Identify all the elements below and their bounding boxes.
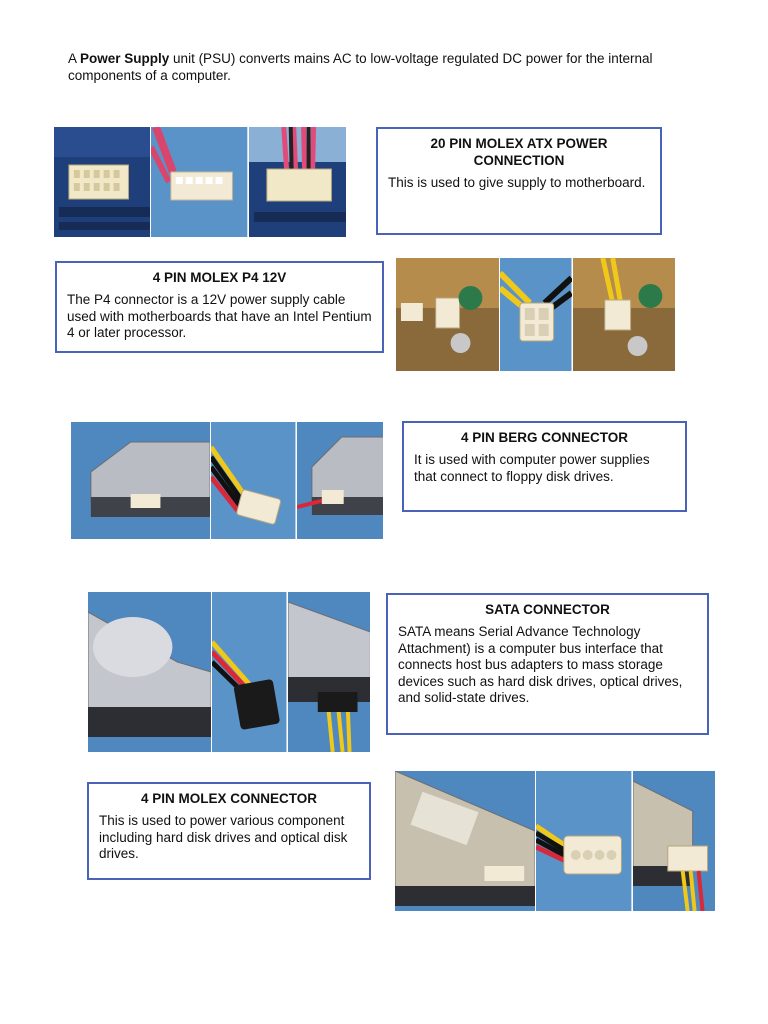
atx-description: This is used to give supply to motherboard. [388,175,646,190]
atx-plug-image [150,127,247,237]
berg-plug-image [210,422,295,539]
p4-motherboard-socket-image [396,258,499,371]
molex-title: 4 PIN MOLEX CONNECTOR [140,791,318,806]
berg-plugged-image [296,422,383,539]
berg-floppy-drive-image [71,422,210,539]
molex-plugged-image [632,771,715,911]
sata-connector-photo [88,592,370,752]
sata-plugged-image [287,592,370,752]
molex-connector-photo [395,771,715,911]
molex-info-box [87,782,371,880]
berg-title: 4 PIN BERG CONNECTOR [460,430,629,445]
p4-description: The P4 connector is a 12V power supply cable used with motherboards that have an Intel Pentium 4 or later processor. [67,292,372,340]
sata-title: SATA CONNECTOR [485,602,610,617]
intro-paragraph: A Power Supply unit (PSU) converts mains AC to low-voltage regulated DC power for the internal components of a computer. [68,51,653,83]
sata-hard-drive-image [88,592,211,752]
p4-title: 4 PIN MOLEX P4 12V [152,270,287,285]
berg-connector-photo [71,422,383,539]
atx-info-box [376,127,662,235]
molex-hard-drive-image [395,771,535,911]
p4-info-box [55,261,384,353]
p4-plugged-image [572,258,675,371]
sata-info-box [386,593,709,735]
sata-plug-image [211,592,286,752]
atx-plugged-image [248,127,346,237]
atx-title: 20 PIN MOLEX ATX POWER CONNECTION [430,136,608,168]
p4-plug-image [499,258,571,371]
berg-description: It is used with computer power supplies that connect to floppy disk drives. [414,452,650,484]
molex-plug-image [535,771,631,911]
atx-motherboard-socket-image [54,127,150,237]
sata-description: SATA means Serial Advance Technology Attachment) is a computer bus interface that connects host bus adapters to mass storage devices such as hard disk drives, optical drives, and solid-state drives. [398,624,683,705]
molex-description: This is used to power various component including hard disk drives and optical disk drives. [99,813,348,861]
atx-connector-photo [54,127,346,237]
berg-info-box [402,421,687,512]
p4-connector-photo [396,258,675,371]
intro-bold-term: Power Supply [80,51,170,66]
